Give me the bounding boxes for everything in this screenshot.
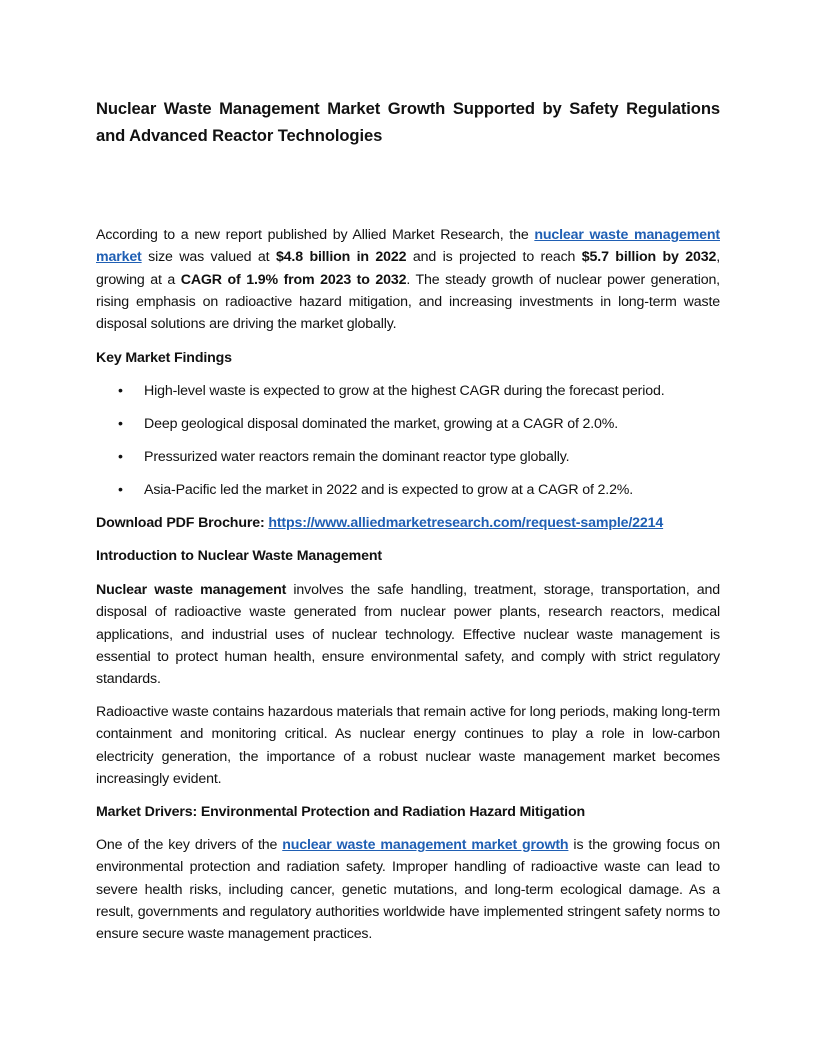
intro-text: . The steady growth of nuclear power generation, rising emphasis on radioactive hazard mitigation, and increasing investments in long-term waste disposal solutions are driving the market globally. (96, 271, 720, 333)
page-title: Nuclear Waste Management Market Growth Supported by Safety Regulations and Advanced Reactor Technologies (96, 99, 720, 145)
introduction-paragraph-2: Radioactive waste contains hazardous materials that remain active for long periods, making long-term containment and monitoring critical. As nuclear energy continues to play a role in low-carbon electricity generation, the importance of a robust nuclear waste management market becomes increasingly evident. (96, 704, 720, 787)
drivers-paragraph (96, 834, 720, 945)
brochure-label: Download PDF Brochure: (96, 515, 269, 531)
drivers-heading: Market Drivers: Environmental Protection and Radiation Hazard Mitigation (96, 804, 585, 820)
list-item (96, 413, 720, 446)
bullet-icon: • (118, 383, 123, 399)
list-item (96, 380, 720, 413)
findings-list (96, 380, 720, 512)
brochure-link[interactable]: https://www.alliedmarketresearch.com/request-sample/2214 (268, 515, 664, 531)
intro-text: size was valued at (141, 249, 276, 266)
bullet-icon: • (118, 416, 123, 432)
market-growth-link[interactable]: nuclear waste management market growth (282, 837, 569, 853)
list-item-text: High-level waste is expected to grow at the highest CAGR during the forecast period. (144, 383, 665, 399)
brochure-line (96, 512, 663, 534)
market-value-2032: $5.7 billion by 2032 (581, 249, 717, 266)
list-item-text: Deep geological disposal dominated the market, growing at a CAGR of 2.0%. (144, 416, 619, 432)
paragraph-text: involves the safe handling, treatment, storage, transportation, and disposal of radioactive waste generated from nuclear power plants, research reactors, medical applications, and industrial uses of nuclear technology. Effective nuclear waste management is essential to protect human health, ensure environmental safety, and comply with strict regulatory standards. (96, 582, 720, 688)
list-item (96, 479, 720, 512)
introduction-heading: Introduction to Nuclear Waste Management (96, 548, 382, 564)
cagr-value: CAGR of 1.9% from 2023 to 2032 (180, 271, 407, 288)
intro-paragraph (96, 224, 720, 335)
paragraph-text: is the growing focus on environmental protection and radiation safety. Improper handling of radioactive waste can lead to severe health risks, including cancer, genetic mutations, and long-term ecological damage. As a result, governments and regulatory authorities worldwide have implemented stringent safety norms to ensure secure waste management practices. (96, 837, 720, 943)
paragraph-text: One of the key drivers of the (96, 837, 283, 853)
market-value-2022: $4.8 billion in 2022 (275, 249, 407, 266)
intro-text: According to a new report published by Allied Market Research, the (96, 227, 535, 243)
introduction-paragraph-1 (96, 579, 720, 690)
bullet-icon: • (118, 482, 123, 498)
bold-term: Nuclear waste management (96, 582, 287, 598)
bullet-icon: • (118, 449, 123, 465)
list-item (96, 446, 720, 479)
list-item-text: Pressurized water reactors remain the dominant reactor type globally. (144, 449, 570, 465)
list-item-text: Asia-Pacific led the market in 2022 and is expected to grow at a CAGR of 2.2%. (144, 482, 634, 498)
intro-text: , growing at a (96, 249, 721, 288)
market-link[interactable]: nuclear waste management market (96, 227, 720, 266)
findings-heading: Key Market Findings (96, 350, 232, 366)
intro-text: and is projected to reach (406, 249, 582, 266)
